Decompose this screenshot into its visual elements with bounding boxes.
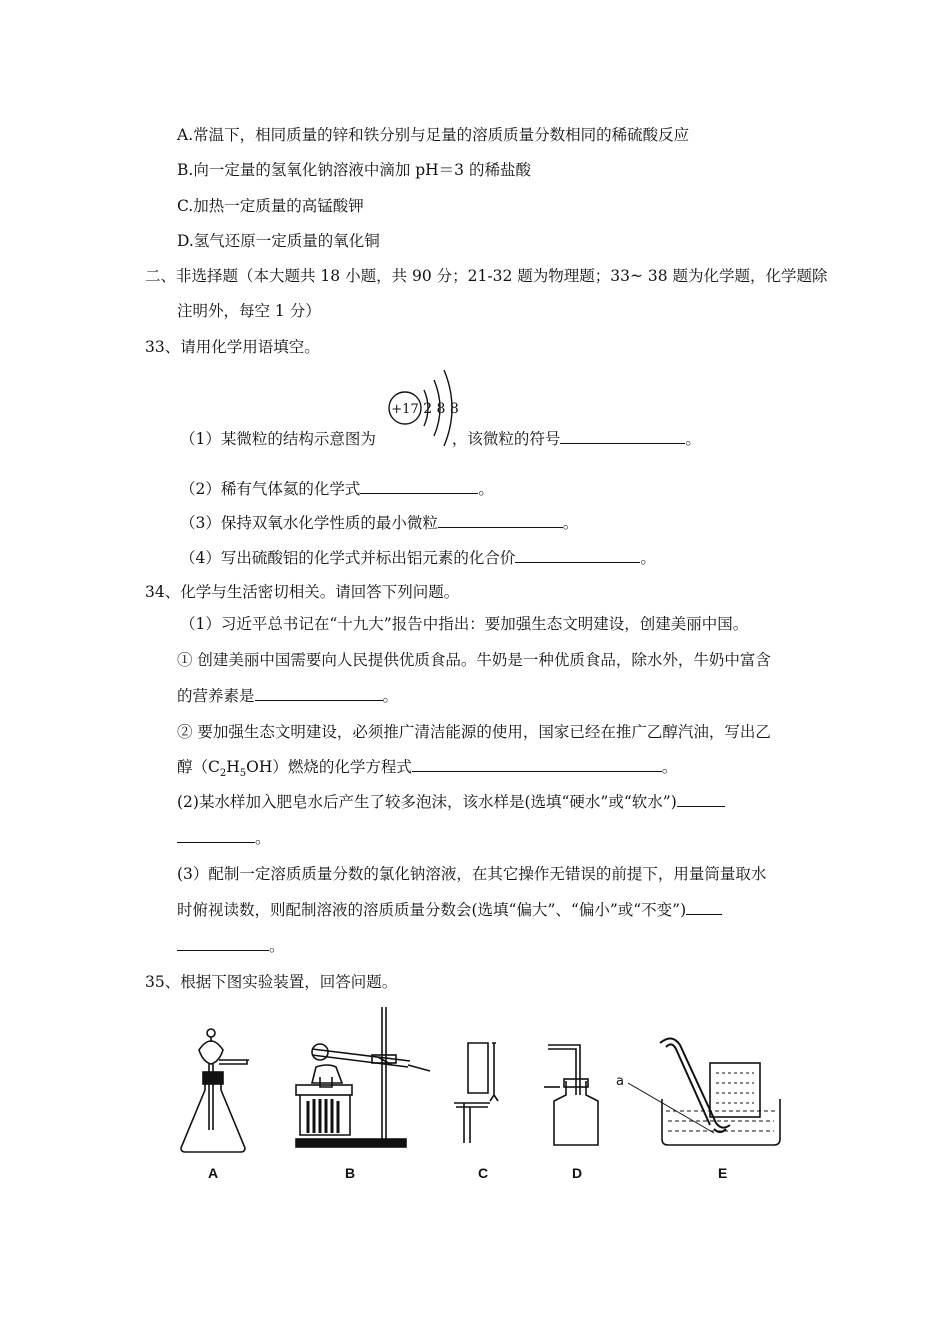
apparatus-d-gas-bottle xyxy=(540,1035,610,1155)
q34-c2-line2: 醇$(C_2H_5OH)$燃烧的化学方程式 。 xyxy=(177,758,678,780)
q34-c1-line1: ① 创建美丽中国需要向人民提供优质食品。牛奶是一种优质食品，除水外，牛奶中富含 xyxy=(177,651,771,669)
q33-p4: （4）写出硫酸铝的化学式并标出铝元素的化合价 。 xyxy=(180,549,656,567)
option-a: A.常温下，相同质量的锌和铁分别与足量的溶质质量分数相同的稀硫酸反应 xyxy=(177,126,690,144)
answer-blank[interactable] xyxy=(255,686,383,701)
atom-shell-electrons: 2 8 8 xyxy=(423,401,459,417)
answer-blank[interactable] xyxy=(515,548,640,563)
apparatus-c-collection xyxy=(450,1035,520,1155)
answer-blank[interactable] xyxy=(686,900,722,915)
option-b: B.向一定量的氢氧化钠溶液中滴加 pH＝3 的稀盐酸 xyxy=(177,161,531,179)
q33-p2: （2）稀有气体氦的化学式 。 xyxy=(180,480,494,498)
apparatus-label-d: D xyxy=(572,1165,583,1181)
apparatus-label-b: B xyxy=(345,1165,356,1181)
q35-title: 35、根据下图实验装置，回答问题。 xyxy=(145,973,398,991)
answer-blank[interactable] xyxy=(560,429,685,444)
answer-blank[interactable] xyxy=(677,792,725,807)
apparatus-label-e: E xyxy=(718,1165,728,1181)
q34-p2-line1: (2)某水样加入肥皂水后产生了较多泡沫，该水样是(选填“硬水”或“软水”) xyxy=(177,792,725,812)
answer-blank[interactable] xyxy=(438,513,563,528)
option-d: D.氢气还原一定质量的氧化铜 xyxy=(177,232,380,250)
answer-blank[interactable] xyxy=(177,936,269,951)
atom-nucleus-label: +17 xyxy=(391,402,419,417)
option-c: C.加热一定质量的高锰酸钾 xyxy=(177,197,364,215)
apparatus-e-water-trough xyxy=(610,1035,790,1155)
q33-title: 33、请用化学用语填空。 xyxy=(145,338,320,356)
q33-p1: （1）某微粒的结构示意图为 ，该微粒的符号 。 xyxy=(180,430,701,448)
q34-c1-line2: 的营养素是 。 xyxy=(177,687,399,705)
q34-p3-line3: 。 xyxy=(177,936,285,956)
apparatus-label-c: C xyxy=(478,1165,489,1181)
apparatus-b-heating-setup xyxy=(290,1005,440,1155)
answer-blank[interactable] xyxy=(360,479,478,494)
answer-blank[interactable] xyxy=(177,828,255,843)
section-heading: 二、非选择题（本大题共 18 小题，共 90 分；21-32 题为物理题；33~ 38 题为化学题，化学题除 xyxy=(145,267,828,285)
q34-p1: （1）习近平总书记在“十九大”报告中指出：要加强生态文明建设，创建美丽中国。 xyxy=(180,615,749,633)
answer-blank[interactable] xyxy=(412,757,662,772)
section-heading-cont: 注明外，每空 1 分） xyxy=(177,302,321,320)
q34-p2-line2: 。 xyxy=(177,828,271,848)
q33-p3: （3）保持双氧水化学性质的最小微粒 。 xyxy=(180,514,579,532)
q34-p3-line2: 时俯视读数，则配制溶液的溶质质量分数会(选填“偏大”、“偏小”或“不变”) xyxy=(177,900,722,920)
apparatus-label-a: A xyxy=(208,1165,219,1181)
q34-title: 34、化学与生活密切相关。请回答下列问题。 xyxy=(145,583,460,601)
apparatus-a-flask xyxy=(175,1020,255,1160)
q34-c2-line1: ② 要加强生态文明建设，必须推广清洁能源的使用，国家已经在推广乙醇汽油，写出乙 xyxy=(177,723,771,741)
q34-p3-line1: (3）配制一定溶质质量分数的氯化钠溶液，在其它操作无错误的前提下，用量筒量取水 xyxy=(177,865,767,883)
label-a: a xyxy=(616,1074,624,1089)
